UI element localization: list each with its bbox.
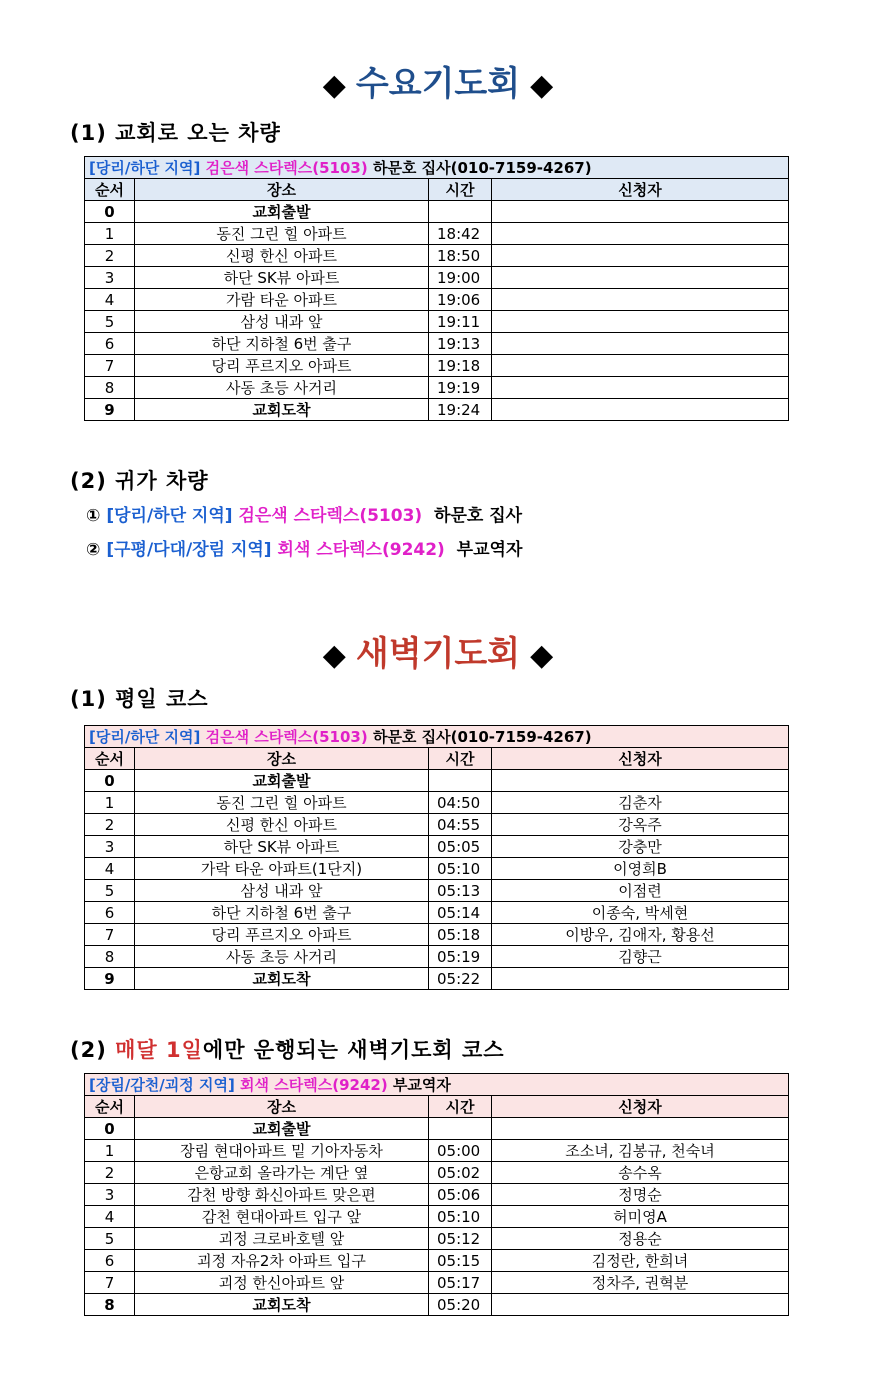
dawn-monthly-highlight: 매달 1일 bbox=[115, 1038, 203, 1062]
applicant-cell bbox=[492, 201, 789, 223]
dawn-title-text: 새벽기도회 bbox=[355, 634, 521, 674]
time-cell: 05:13 bbox=[429, 880, 492, 902]
place-cell: 신평 한신 아파트 bbox=[135, 814, 429, 836]
column-header-row bbox=[85, 748, 789, 770]
time-cell: 05:20 bbox=[429, 1294, 492, 1316]
time-cell bbox=[429, 201, 492, 223]
wednesday-return-heading: (2) 귀가 차량 bbox=[70, 469, 209, 493]
place-cell: 교회출발 bbox=[135, 1118, 429, 1140]
route-driver: 하문호 집사(010-7159-4267) bbox=[372, 158, 592, 177]
place-cell: 하단 지하철 6번 출구 bbox=[135, 333, 429, 355]
header-time: 시간 bbox=[429, 179, 492, 201]
table-row bbox=[85, 946, 789, 968]
time-cell: 05:05 bbox=[429, 836, 492, 858]
order-cell: 0 bbox=[85, 201, 135, 223]
applicant-cell: 송수옥 bbox=[492, 1162, 789, 1184]
header-order: 순서 bbox=[85, 1096, 135, 1118]
route-car: 검은색 스타렉스(5103) bbox=[205, 158, 368, 177]
order-cell: 8 bbox=[85, 946, 135, 968]
route-header-cell bbox=[85, 726, 789, 748]
table-row bbox=[85, 245, 789, 267]
route-area: [장림/감천/괴정 지역] bbox=[89, 1075, 235, 1094]
table-row bbox=[85, 399, 789, 421]
return-route-1-driver: 하문호 집사 bbox=[434, 506, 523, 526]
order-cell: 7 bbox=[85, 924, 135, 946]
table-row bbox=[85, 1272, 789, 1294]
order-cell: 4 bbox=[85, 289, 135, 311]
wednesday-arrival-heading: (1) 교회로 오는 차량 bbox=[70, 121, 281, 145]
table-row bbox=[85, 1162, 789, 1184]
time-cell: 05:22 bbox=[429, 968, 492, 990]
dawn-weekday-heading: (1) 평일 코스 bbox=[70, 687, 209, 711]
applicant-cell: 허미영A bbox=[492, 1206, 789, 1228]
route-driver: 부교역자 bbox=[392, 1075, 451, 1094]
place-cell: 하단 SK뷰 아파트 bbox=[135, 267, 429, 289]
place-cell: 장림 현대아파트 밑 기아자동차 bbox=[135, 1140, 429, 1162]
wednesday-title-text: 수요기도회 bbox=[355, 64, 521, 104]
dawn-monthly-table bbox=[84, 1073, 789, 1316]
applicant-cell bbox=[492, 968, 789, 990]
place-cell: 동진 그린 힐 아파트 bbox=[135, 223, 429, 245]
time-cell bbox=[429, 1118, 492, 1140]
route-car: 검은색 스타렉스(5103) bbox=[205, 727, 368, 746]
applicant-cell: 정차주, 권혁분 bbox=[492, 1272, 789, 1294]
place-cell: 당리 푸르지오 아파트 bbox=[135, 924, 429, 946]
order-cell: 9 bbox=[85, 968, 135, 990]
table-row bbox=[85, 1118, 789, 1140]
order-cell: 9 bbox=[85, 399, 135, 421]
header-place: 장소 bbox=[135, 748, 429, 770]
applicant-cell bbox=[492, 267, 789, 289]
table-row bbox=[85, 836, 789, 858]
applicant-cell bbox=[492, 289, 789, 311]
table-row bbox=[85, 1228, 789, 1250]
order-cell: 5 bbox=[85, 311, 135, 333]
route-header-row bbox=[85, 1074, 789, 1096]
table-row bbox=[85, 880, 789, 902]
applicant-cell bbox=[492, 223, 789, 245]
table-row bbox=[85, 968, 789, 990]
order-cell: 8 bbox=[85, 377, 135, 399]
dawn-monthly-rest: 에만 운행되는 새벽기도회 코스 bbox=[202, 1038, 505, 1062]
place-cell: 교회도착 bbox=[135, 968, 429, 990]
return-route-2-car: 회색 스타렉스(9242) bbox=[277, 540, 445, 560]
header-place: 장소 bbox=[135, 179, 429, 201]
diamond-icon: ◆ bbox=[322, 68, 346, 103]
time-cell: 19:00 bbox=[429, 267, 492, 289]
order-cell: 0 bbox=[85, 1118, 135, 1140]
applicant-cell bbox=[492, 377, 789, 399]
return-route-2-driver: 부교역자 bbox=[456, 540, 523, 560]
applicant-cell bbox=[492, 245, 789, 267]
table-row bbox=[85, 902, 789, 924]
header-time: 시간 bbox=[429, 1096, 492, 1118]
place-cell: 하단 SK뷰 아파트 bbox=[135, 836, 429, 858]
place-cell: 당리 푸르지오 아파트 bbox=[135, 355, 429, 377]
order-cell: 8 bbox=[85, 1294, 135, 1316]
table-row bbox=[85, 1140, 789, 1162]
place-cell: 감천 방향 화신아파트 맞은편 bbox=[135, 1184, 429, 1206]
diamond-icon: ◆ bbox=[530, 68, 554, 103]
applicant-cell: 강옥주 bbox=[492, 814, 789, 836]
applicant-cell: 이영희B bbox=[492, 858, 789, 880]
place-cell: 삼성 내과 앞 bbox=[135, 311, 429, 333]
order-cell: 3 bbox=[85, 267, 135, 289]
time-cell: 19:13 bbox=[429, 333, 492, 355]
applicant-cell bbox=[492, 311, 789, 333]
time-cell: 19:24 bbox=[429, 399, 492, 421]
return-route-1-car: 검은색 스타렉스(5103) bbox=[238, 506, 423, 526]
time-cell: 19:18 bbox=[429, 355, 492, 377]
order-cell: 1 bbox=[85, 1140, 135, 1162]
route-header-cell bbox=[85, 157, 789, 179]
dawn-monthly-prefix: (2) bbox=[70, 1038, 107, 1062]
header-order: 순서 bbox=[85, 748, 135, 770]
dawn-title bbox=[0, 626, 876, 675]
header-time: 시간 bbox=[429, 748, 492, 770]
header-applicant: 신청자 bbox=[492, 179, 789, 201]
table-row bbox=[85, 1184, 789, 1206]
table-row bbox=[85, 201, 789, 223]
applicant-cell bbox=[492, 399, 789, 421]
time-cell: 05:18 bbox=[429, 924, 492, 946]
place-cell: 가람 타운 아파트 bbox=[135, 289, 429, 311]
wednesday-title bbox=[0, 56, 876, 105]
time-cell: 05:19 bbox=[429, 946, 492, 968]
time-cell: 18:50 bbox=[429, 245, 492, 267]
route-header-cell bbox=[85, 1074, 789, 1096]
diamond-icon: ◆ bbox=[530, 638, 554, 673]
order-cell: 2 bbox=[85, 814, 135, 836]
table-row bbox=[85, 1294, 789, 1316]
order-cell: 5 bbox=[85, 1228, 135, 1250]
applicant-cell: 김정란, 한희녀 bbox=[492, 1250, 789, 1272]
route-area: [당리/하단 지역] bbox=[89, 727, 201, 746]
table-row bbox=[85, 377, 789, 399]
table-row bbox=[85, 1250, 789, 1272]
header-place: 장소 bbox=[135, 1096, 429, 1118]
return-route-2-area: [구평/다대/장림 지역] bbox=[106, 540, 272, 560]
applicant-cell: 김춘자 bbox=[492, 792, 789, 814]
order-cell: 2 bbox=[85, 245, 135, 267]
order-cell: 4 bbox=[85, 858, 135, 880]
place-cell: 교회출발 bbox=[135, 770, 429, 792]
route-area: [당리/하단 지역] bbox=[89, 158, 201, 177]
order-cell: 2 bbox=[85, 1162, 135, 1184]
table-row bbox=[85, 770, 789, 792]
header-order: 순서 bbox=[85, 179, 135, 201]
return-route-2 bbox=[86, 535, 522, 560]
table-row bbox=[85, 792, 789, 814]
applicant-cell: 이방우, 김애자, 황용선 bbox=[492, 924, 789, 946]
place-cell: 교회출발 bbox=[135, 201, 429, 223]
place-cell: 하단 지하철 6번 출구 bbox=[135, 902, 429, 924]
time-cell: 18:42 bbox=[429, 223, 492, 245]
place-cell: 괴정 크로바호텔 앞 bbox=[135, 1228, 429, 1250]
place-cell: 괴정 자유2차 아파트 입구 bbox=[135, 1250, 429, 1272]
table-row bbox=[85, 814, 789, 836]
route-header-row bbox=[85, 157, 789, 179]
applicant-cell bbox=[492, 1294, 789, 1316]
table-row bbox=[85, 333, 789, 355]
time-cell: 05:00 bbox=[429, 1140, 492, 1162]
applicant-cell: 이점련 bbox=[492, 880, 789, 902]
time-cell: 05:17 bbox=[429, 1272, 492, 1294]
diamond-icon: ◆ bbox=[322, 638, 346, 673]
applicant-cell bbox=[492, 355, 789, 377]
time-cell: 05:10 bbox=[429, 858, 492, 880]
route-driver: 하문호 집사(010-7159-4267) bbox=[372, 727, 592, 746]
order-cell: 1 bbox=[85, 223, 135, 245]
place-cell: 사동 초등 사거리 bbox=[135, 946, 429, 968]
applicant-cell: 조소녀, 김봉규, 천숙녀 bbox=[492, 1140, 789, 1162]
place-cell: 교회도착 bbox=[135, 399, 429, 421]
place-cell: 은항교회 올라가는 계단 옆 bbox=[135, 1162, 429, 1184]
table-row bbox=[85, 858, 789, 880]
applicant-cell: 정명순 bbox=[492, 1184, 789, 1206]
time-cell: 19:06 bbox=[429, 289, 492, 311]
time-cell bbox=[429, 770, 492, 792]
header-applicant: 신청자 bbox=[492, 748, 789, 770]
table-row bbox=[85, 355, 789, 377]
return-route-1 bbox=[86, 501, 522, 526]
place-cell: 사동 초등 사거리 bbox=[135, 377, 429, 399]
time-cell: 05:14 bbox=[429, 902, 492, 924]
place-cell: 교회도착 bbox=[135, 1294, 429, 1316]
route-car: 회색 스타렉스(9242) bbox=[240, 1075, 388, 1094]
order-cell: 7 bbox=[85, 355, 135, 377]
time-cell: 19:19 bbox=[429, 377, 492, 399]
order-cell: 6 bbox=[85, 333, 135, 355]
time-cell: 05:15 bbox=[429, 1250, 492, 1272]
applicant-cell bbox=[492, 1118, 789, 1140]
time-cell: 19:11 bbox=[429, 311, 492, 333]
table-row bbox=[85, 267, 789, 289]
route-header-row bbox=[85, 726, 789, 748]
applicant-cell: 정용순 bbox=[492, 1228, 789, 1250]
dawn-weekday-table bbox=[84, 725, 789, 990]
table-row bbox=[85, 924, 789, 946]
place-cell: 가락 타운 아파트(1단지) bbox=[135, 858, 429, 880]
place-cell: 삼성 내과 앞 bbox=[135, 880, 429, 902]
wednesday-schedule-table bbox=[84, 156, 789, 421]
applicant-cell bbox=[492, 770, 789, 792]
order-cell: 3 bbox=[85, 836, 135, 858]
order-cell: 3 bbox=[85, 1184, 135, 1206]
time-cell: 05:06 bbox=[429, 1184, 492, 1206]
time-cell: 04:50 bbox=[429, 792, 492, 814]
dawn-monthly-heading bbox=[70, 1034, 505, 1064]
column-header-row bbox=[85, 1096, 789, 1118]
place-cell: 괴정 한신아파트 앞 bbox=[135, 1272, 429, 1294]
time-cell: 04:55 bbox=[429, 814, 492, 836]
order-cell: 4 bbox=[85, 1206, 135, 1228]
place-cell: 동진 그린 힐 아파트 bbox=[135, 792, 429, 814]
time-cell: 05:12 bbox=[429, 1228, 492, 1250]
header-applicant: 신청자 bbox=[492, 1096, 789, 1118]
place-cell: 신평 한신 아파트 bbox=[135, 245, 429, 267]
place-cell: 감천 현대아파트 입구 앞 bbox=[135, 1206, 429, 1228]
order-cell: 7 bbox=[85, 1272, 135, 1294]
table-row bbox=[85, 289, 789, 311]
order-cell: 6 bbox=[85, 1250, 135, 1272]
table-row bbox=[85, 223, 789, 245]
order-cell: 1 bbox=[85, 792, 135, 814]
return-route-1-area: [당리/하단 지역] bbox=[106, 506, 233, 526]
order-cell: 6 bbox=[85, 902, 135, 924]
applicant-cell: 김향근 bbox=[492, 946, 789, 968]
table-row bbox=[85, 1206, 789, 1228]
table-row bbox=[85, 311, 789, 333]
time-cell: 05:02 bbox=[429, 1162, 492, 1184]
circled-number-1: ① bbox=[86, 506, 101, 526]
column-header-row bbox=[85, 179, 789, 201]
applicant-cell: 강충만 bbox=[492, 836, 789, 858]
order-cell: 0 bbox=[85, 770, 135, 792]
applicant-cell: 이종숙, 박세현 bbox=[492, 902, 789, 924]
order-cell: 5 bbox=[85, 880, 135, 902]
circled-number-2: ② bbox=[86, 540, 101, 560]
applicant-cell bbox=[492, 333, 789, 355]
time-cell: 05:10 bbox=[429, 1206, 492, 1228]
